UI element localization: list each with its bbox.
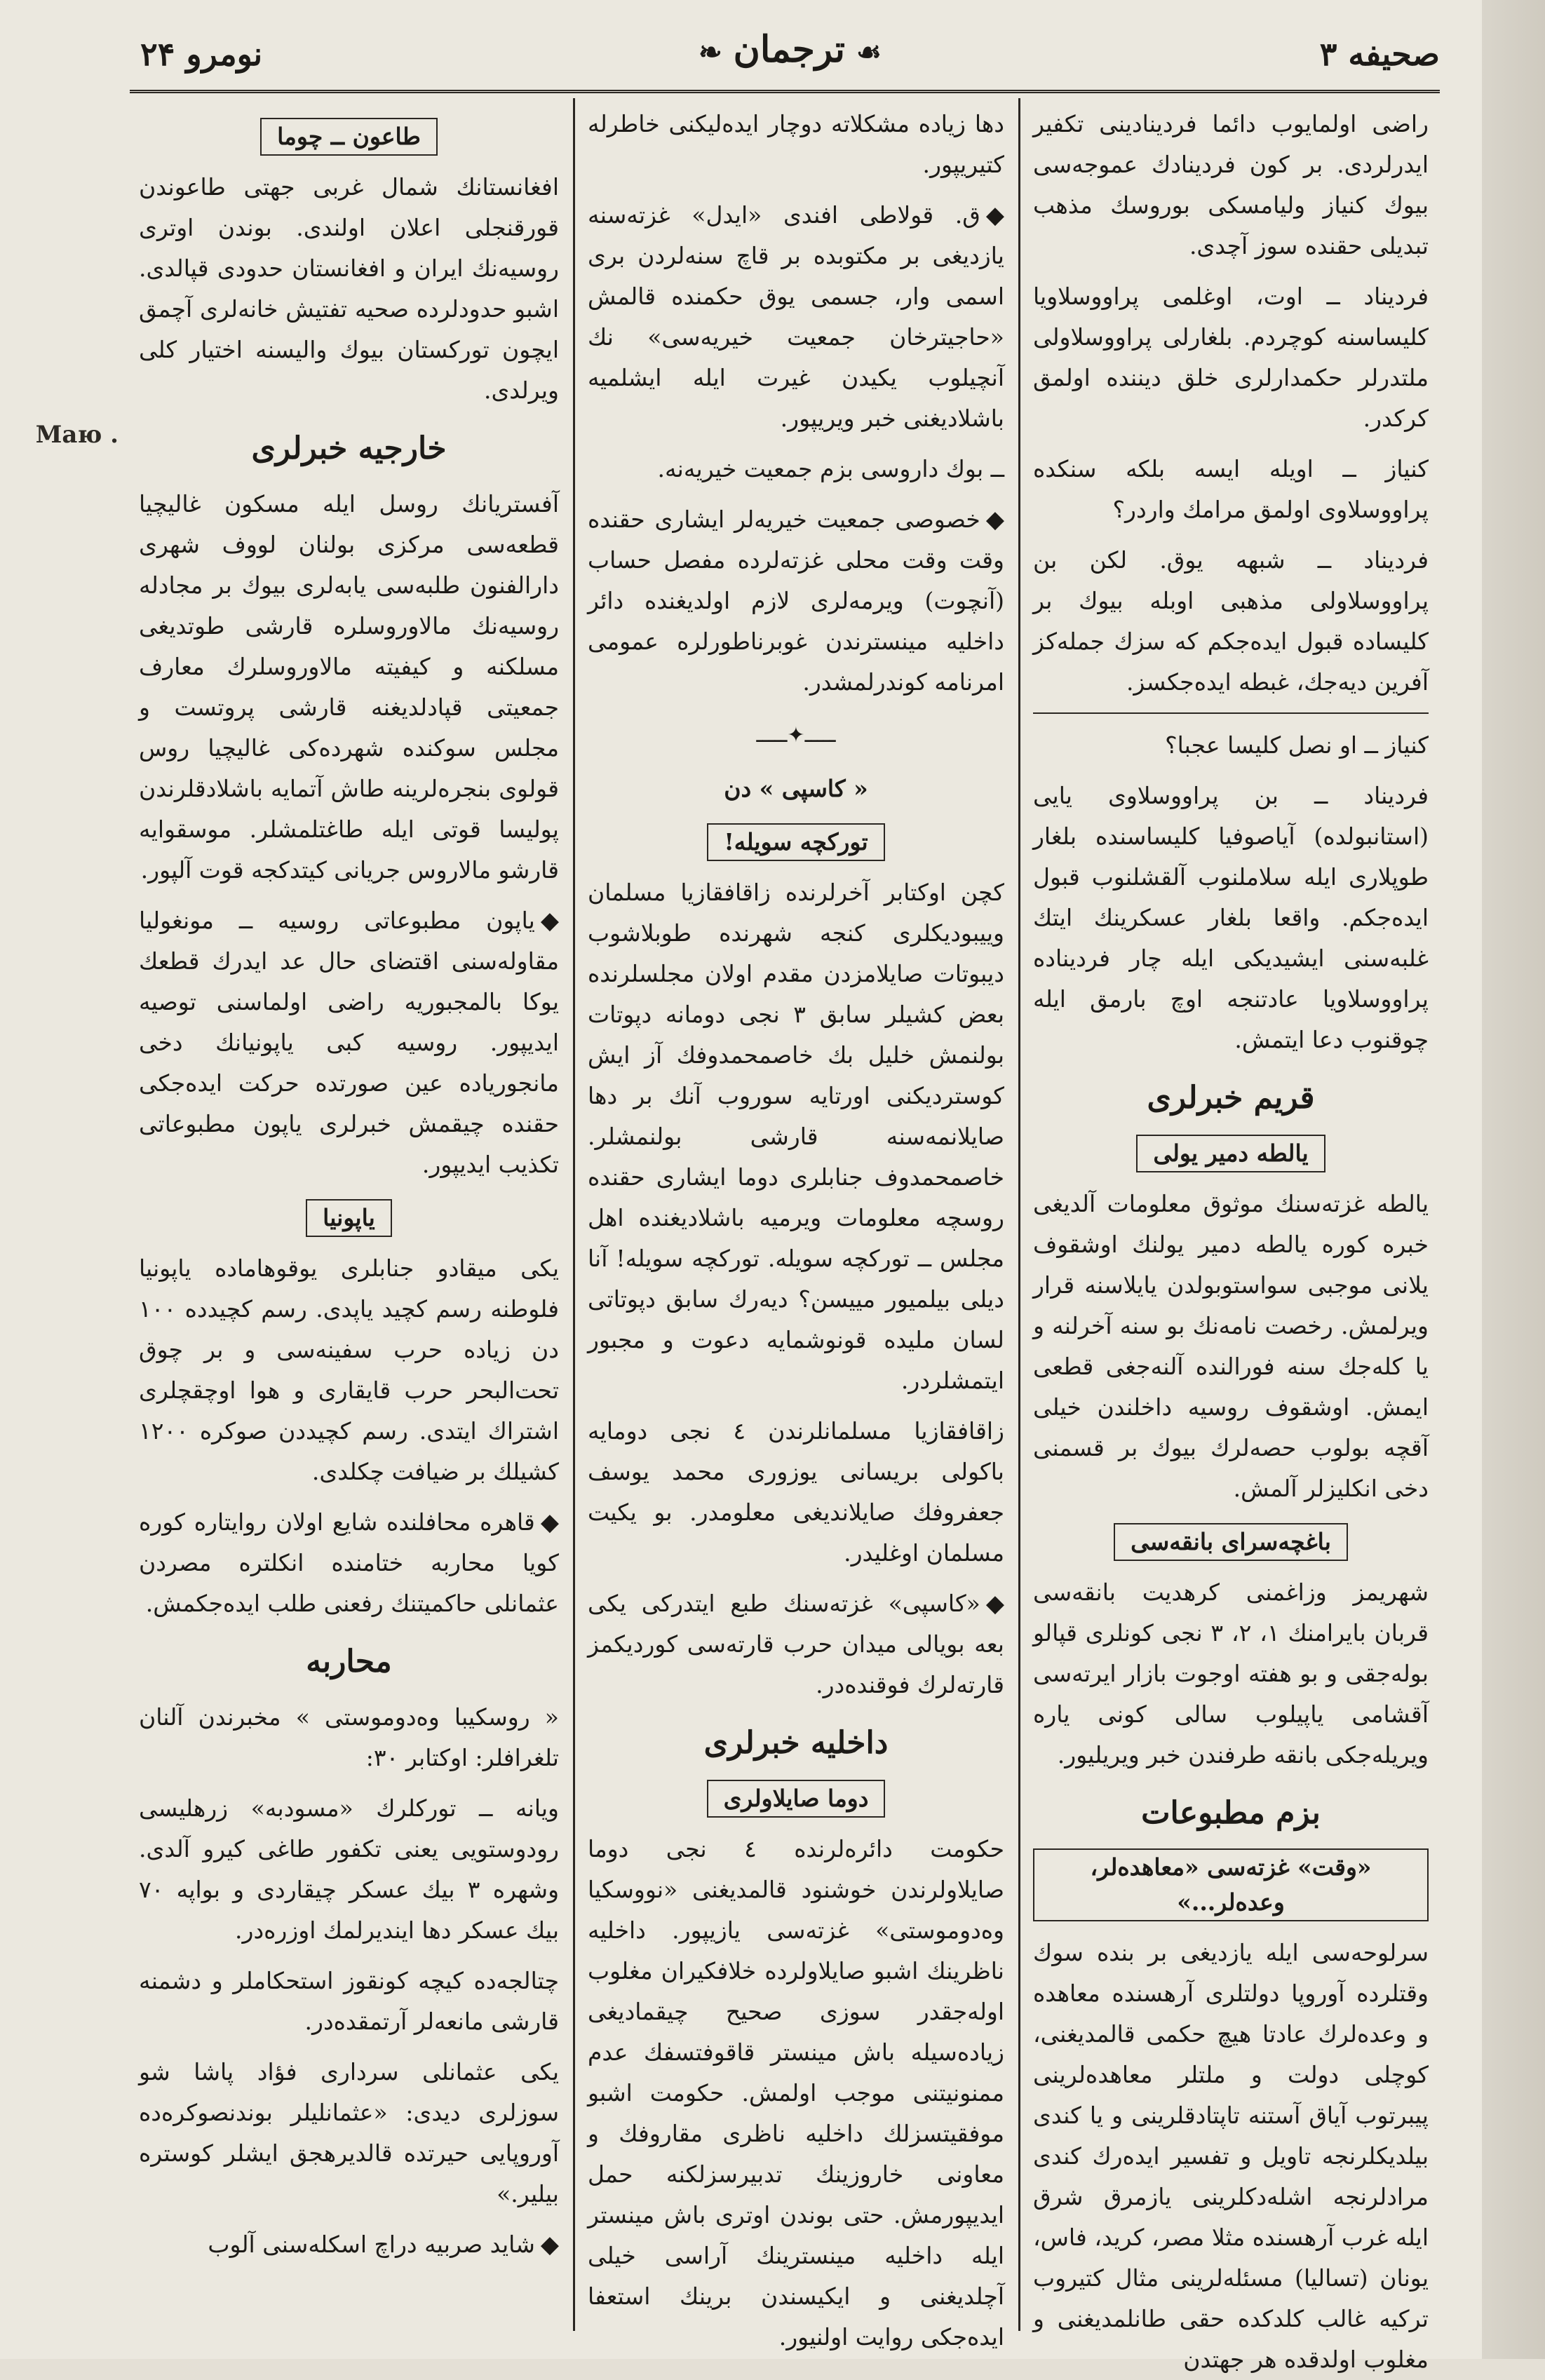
diamond-bullet-icon: ◆ (985, 201, 1004, 229)
subheading-japan: یاپونیا (306, 1199, 392, 1237)
paragraph: فردیناد ــ اوت، اوغلمی پراووسلاویا کلیساسنه کوچردم. بلغارلی پراووسلاولی ملتدرلر حکمدارلری خلق دیننده اولمق کرکدر. (1033, 283, 1429, 432)
paragraph-text: یاپون مطبوعاتی روسیه ــ مونغولیا مقاوله‌سنی اقتضای حال عد ایدرك قطعك یوکا بالمجبوریه راضی اولماسنی توصیه ایدیپور. روسیه کبی یاپونیانك دخی مانجوریاده عین صورتده حرکت ایده‌جکی حقنده چیقمش خبرلری یاپون مطبوعاتی تکذیب ایدیپور. (139, 907, 559, 1178)
paragraph-text: ق. قولاطی افندی «ایدل» غزته‌سنه یازدیغی بر مکتوبده بر قاچ سنه‌لردن بری اسمی وار، جسمی یوق حکمنده قالمش «حاجیترخان جمعیت خیریه‌سی» نك آنچیلوب یکیدن غیرت ایله ایشلمیه باشلادیغنی خبر ویریپور. (588, 201, 1004, 432)
paragraph-text: خصوصی جمعیت خیریه‌لر ایشاری حقنده وقت وقت محلی غزته‌لرده مفصل حساب (آنچوت) ویرمه‌لری لازم اولدیغنده دائر داخلیه مینسترندن غوبرناطورلره عمومی امرنامه کوندرلمشدر. (588, 506, 1004, 696)
ornament-icon: ❧ (699, 36, 722, 69)
paragraph (588, 195, 1004, 439)
paragraph-text: «کاسپی» غزته‌سنك طبع ایتدرکی یکی بعه بویالی میدان حرب قارته‌سی کوردیکمز قارته‌لرك فوقنده‌در. (588, 1590, 1004, 1698)
page-number: صحیفه ۳ (1319, 35, 1440, 73)
adjacent-page-margin (1482, 0, 1545, 2359)
header-rule (130, 90, 1440, 93)
paragraph: ــ بوك داروسی بزم جمعیت خیریه‌نه. (657, 455, 1004, 482)
subheading-yalta: یالطه دمیر یولی (1136, 1135, 1325, 1172)
paragraph: فردیناد ــ بن پراووسلاوی یایی (استانبولده) آیاصوفیا کلیساسنده بلغار طوپلاری ایله سلاملنوب آلقشلنوب قبول ایده‌جکم. واقعا بلغار عسکرینك ایتك غلبه‌سنی ایشیدیکی ایله چار فردیناده پراووسلاویا عادتنجه اوچ بارمق ایله چوقنوب دعا ایتمش. (1033, 782, 1429, 1053)
paragraph-text: قاهره محافلنده شایع اولان روایتاره کوره کویا محاربه ختامنده انکلتره مصردن عثمانلی حاکمیتنك رفعنی طلب ایده‌جکمش. (139, 1508, 559, 1617)
paragraph: کچن اوکتابر آخرلرنده زاقافقازیا مسلمان وییبودیکلری کنجه شهرنده طوبلاشوب دیبوتات صایلامزدن مقدم اولان مجلسلرنده بعض کشیلر سابق ۳ نجی دومانه دپوتات بولنمش خلیل بك خاصمحمدوفك آز ایش کوستردیکنی اورتایه سوروب آنك بر دها صایلانمه‌سنه قارشی بولنمشلر. خاصمحمدوف جنابلری دوما ایشاری حقنده روسچه معلومات ویرمیه باشلادیغنده اهل مجلس ــ توركچه سویله. توركچه سویله! آنا دیلی بیلمیور مییسن؟ دیه‌رك سابق دپوتاتی لسان ملیده قونوشمایه دعوت و مجبور ایتمشلردر. (588, 879, 1005, 1394)
cutoff-margin-text: Маю . (35, 421, 119, 449)
subheading-box (139, 1198, 559, 1238)
diamond-bullet-icon: ◆ (540, 2231, 559, 2259)
paragraph (588, 1583, 1004, 1705)
subheading-duma: دوما صایلاولری (707, 1780, 886, 1818)
caption: « کاسپی » دن (724, 775, 868, 802)
subheading-plague: طاعون ــ چوما (260, 118, 438, 156)
column-left (126, 98, 572, 2331)
paragraph-text: شاید صربیه دراچ اسکله‌سنی آلوب (208, 2231, 535, 2258)
issue-number: نومرو ۲۴ (140, 35, 263, 73)
section-heading-war: محاربه (306, 1644, 392, 1679)
paragraph: کنیاز ــ اویله ایسه بلکه سنکده پراووسلاوی اولمق مرامك واردر؟ (1033, 455, 1429, 523)
separator (1033, 712, 1429, 714)
paragraph: یکی عثمانلی سرداری فؤاد پاشا شو سوزلری دیدی: «عثمانلیلر بوندنصوکره‌ده آوروپایی حیرتده قالدیرهجق ایشلر کوستره بیلیر.» (139, 2058, 559, 2207)
section-heading-press: بزم مطبوعات (1141, 1795, 1321, 1831)
paragraph: دها زیاده مشکلاته دوچار ایده‌لیکنی خاطرله کتیریپور. (588, 110, 1004, 178)
paragraph (139, 2224, 559, 2265)
paragraph: کنیاز ــ او نصل کلیسا عجبا؟ (1165, 731, 1429, 759)
ornamental-divider: ـــــ✦ـــــ (756, 723, 836, 748)
paragraph: یالطه غزته‌سنك موثوق معلومات آلدیغی خبره کوره یالطه دمیر یولنك اوشقوف یلانی موجبی سواستوبولدن یایلاسنه قرار ویرلمش. رخصت نامه‌نك بو سنه آخرلنه و یا کله‌جك سنه فورالنده آلنه‌جغی قطعی ایمش. اوشقوف روسیه داخلندن خیلی آقچه بولوب حصه‌لرك بیوك بر قسمنی دخی انکلیزلر آلمش. (1033, 1190, 1429, 1502)
subheading-turkce: توركچه سویله! (707, 823, 884, 861)
diamond-bullet-icon: ◆ (985, 1590, 1004, 1618)
paragraph: آفستریانك روسل ایله مسکون غالیچیا قطعه‌سی مرکزی بولنان لووف شهری دارالفنون طلبه‌سی یابه‌لری بیوك بر مجادله روسیه‌نك مالاوروسلره قارشی طوتدیغی مسلکنه و کیفیته مالاوروسلرك معارف جمعیتی قپادلدیغنه قارشی پروتست و مجلس سوکنده شهرده‌کی غالیچیا روس قولوی بنجره‌لرینه طاش آتمایه باشلادقلرندن پولیسا قوتی ایله طاغتلمشلر. موسقوایه قارشو مالاروس جریانی کیتدکجه قوت آلپور. (139, 490, 559, 884)
column-right (1020, 98, 1441, 2373)
paragraph: سرلوحه‌سی ایله یازدیغی بر بنده سوك وقتلرده آوروپا دولتلری آرهسنده معاهده و وعده‌لرك عادتا هیچ حکمی قالمدیغنی، کوچلی دولت و ملتلر معاهده‌لرینی پیبرتوب آیاق آستنه تاپتادقلرینی و یا کندی بیلدیکلرنجه تاویل و تفسیر ایده‌رك کندی مرادلرنجه اشله‌دکلرینی یازمرق شرق ایله غرب آرهسنده مثلا مصر، کرید، فاس، یونان (تسالیا) مسئله‌لرینی مثال کتیروب ترکیه غالب کلدکده حقی طانلمدیغنی و مغلوب اولدقده هر جهتدن (1033, 1939, 1429, 2373)
paragraph: راضی اولمایوب دائما فردینادینی تکفیر ایدرلردی. بر کون فردینادك عموجه‌سی بیوك کنیاز ولیامسکی بوروسك مذهب تبدیلی حقنده سوز آچدی. (1033, 110, 1429, 259)
diamond-bullet-icon: ◆ (540, 1508, 559, 1536)
section-heading-foreign: خارجیه خبرلری (251, 431, 447, 466)
paragraph: ویانه ــ تورکلرك «مسودبه» زرهلیسی رودوستویی یعنی تکفور طاغی کیرو آلدی. وشهره ۳ بیك عسکر چیقاردی و بواپه ۷۰ بیك عسکر دها ایندیرلمك اوزره‌در. (139, 1794, 559, 1944)
section-heading-crimea: قریم خبرلری (1147, 1080, 1315, 1116)
subheading-box (1033, 1133, 1429, 1174)
column-middle (575, 98, 1017, 2351)
paragraph: چتالجه‌ده کیچه کونقوز استحکاملر و دشمنه قارشی مانعه‌لر آرتمقده‌در. (139, 1967, 559, 2035)
paragraph (139, 900, 559, 1185)
subheading-vakit: «وقت» غزته‌سی «معاهده‌لر، وعده‌لر...» (1033, 1848, 1429, 1921)
subheading-box (588, 822, 1004, 863)
paragraph: حکومت دائره‌لرنده ٤ نجی دوما صایلاولرندن خوشنود قالمدیغنی «نووسکیا وەدوموستی» غزته‌سی یازیپور. داخلیه ناظرینك اشبو صایلاولرده خلافکیران مغلوب اوله‌جقدر سوزی صحیح چیقمادیغی زیاده‌سیله باش مینستر قاقوفتسفك عدم ممنونیتنی موجب اولمش. حکومت اشبو موفقیتسزلك داخلیه ناظری مقاروفك و معاونی خاروزینك تدبیرسزلکنه حمل ایدیپورمش. حتی بوندن اوتری باش مینستر ایله داخلیه مینسترینك آراسی خیلی آچلدیغنی و ایکیسندن برینك استعفا ایده‌جکی روایت اولنیور. (588, 1835, 1004, 2351)
title-text: ترجمان (733, 28, 846, 71)
paragraph (588, 499, 1004, 703)
subheading-box (1033, 1848, 1429, 1923)
newspaper-title (687, 28, 893, 71)
paragraph: شهریمز وزاغمنی کرهدیت بانقه‌سی قربان بایرامنك ۱، ۲، ۳ نجی کونلری قپالو بوله‌جقی و بو هفته اوجوت بازار ایرته‌سی آقشامی یاپیلوب سالی کونی یاره ویریله‌جکی بانقه طرفندن خبر ویریلیور. (1033, 1578, 1429, 1769)
subheading-box (139, 116, 559, 157)
paragraph: فردیناد ــ شبهه یوق. لکن بن پراووسلاولی مذهبی اوبله بیوك بر کلیساده قبول ایده‌جکم که سزك جمله‌کز آفرین دیه‌جك، غبطه ایده‌جکسز. (1033, 546, 1429, 696)
subheading-box (588, 1778, 1004, 1819)
paragraph: افغانستانك شمال غربی جهتی طاعوندن قورقنجلی اعلان اولندی. بوندن اوتری روسیه‌نك ایران و افغانستان حدودی قپالدی. اشبو حدودلرده صحیه تفتیش خانه‌لری آچمق ایچون توركستان بیوك والیسنه اختیار کلی ویرلدی. (139, 173, 559, 404)
subheading-bank: باغچه‌سرای بانقه‌سی (1114, 1523, 1348, 1561)
paragraph (139, 1502, 559, 1624)
subheading-box (1033, 1522, 1429, 1562)
page-header (140, 21, 1440, 98)
ornament-icon: ☙ (856, 36, 882, 69)
diamond-bullet-icon: ◆ (985, 506, 1004, 534)
paragraph: یکی میقادو جنابلری یوقوهامادە یاپونیا فلوطنه رسم کچید یاپدی. رسم کچیدده ۱۰۰ دن زیاده حرب سفینه‌سی و بر چوق تحت‌البحر حرب قایقاری و هوا اوچقچلری اشتراك ایتدی. رسم کچیددن صوکره ۱۲۰۰ کشیلك بر ضیافت چکلدی. (139, 1255, 559, 1485)
paragraph: « روسکیبا وەدوموستی » مخبرندن آلنان تلغرافلر: اوکتابر ۳۰: (139, 1703, 559, 1771)
section-heading-internal: داخلیه خبرلری (703, 1725, 889, 1761)
diamond-bullet-icon: ◆ (540, 907, 559, 935)
paragraph: زاقافقازیا مسلمانلرندن ٤ نجی دومایه باکولی بریسانی یوزوری محمد یوسف جعفروفك صایلاندیغی معلومدر. بو یکیت مسلمان اوغلیدر. (588, 1417, 1004, 1567)
